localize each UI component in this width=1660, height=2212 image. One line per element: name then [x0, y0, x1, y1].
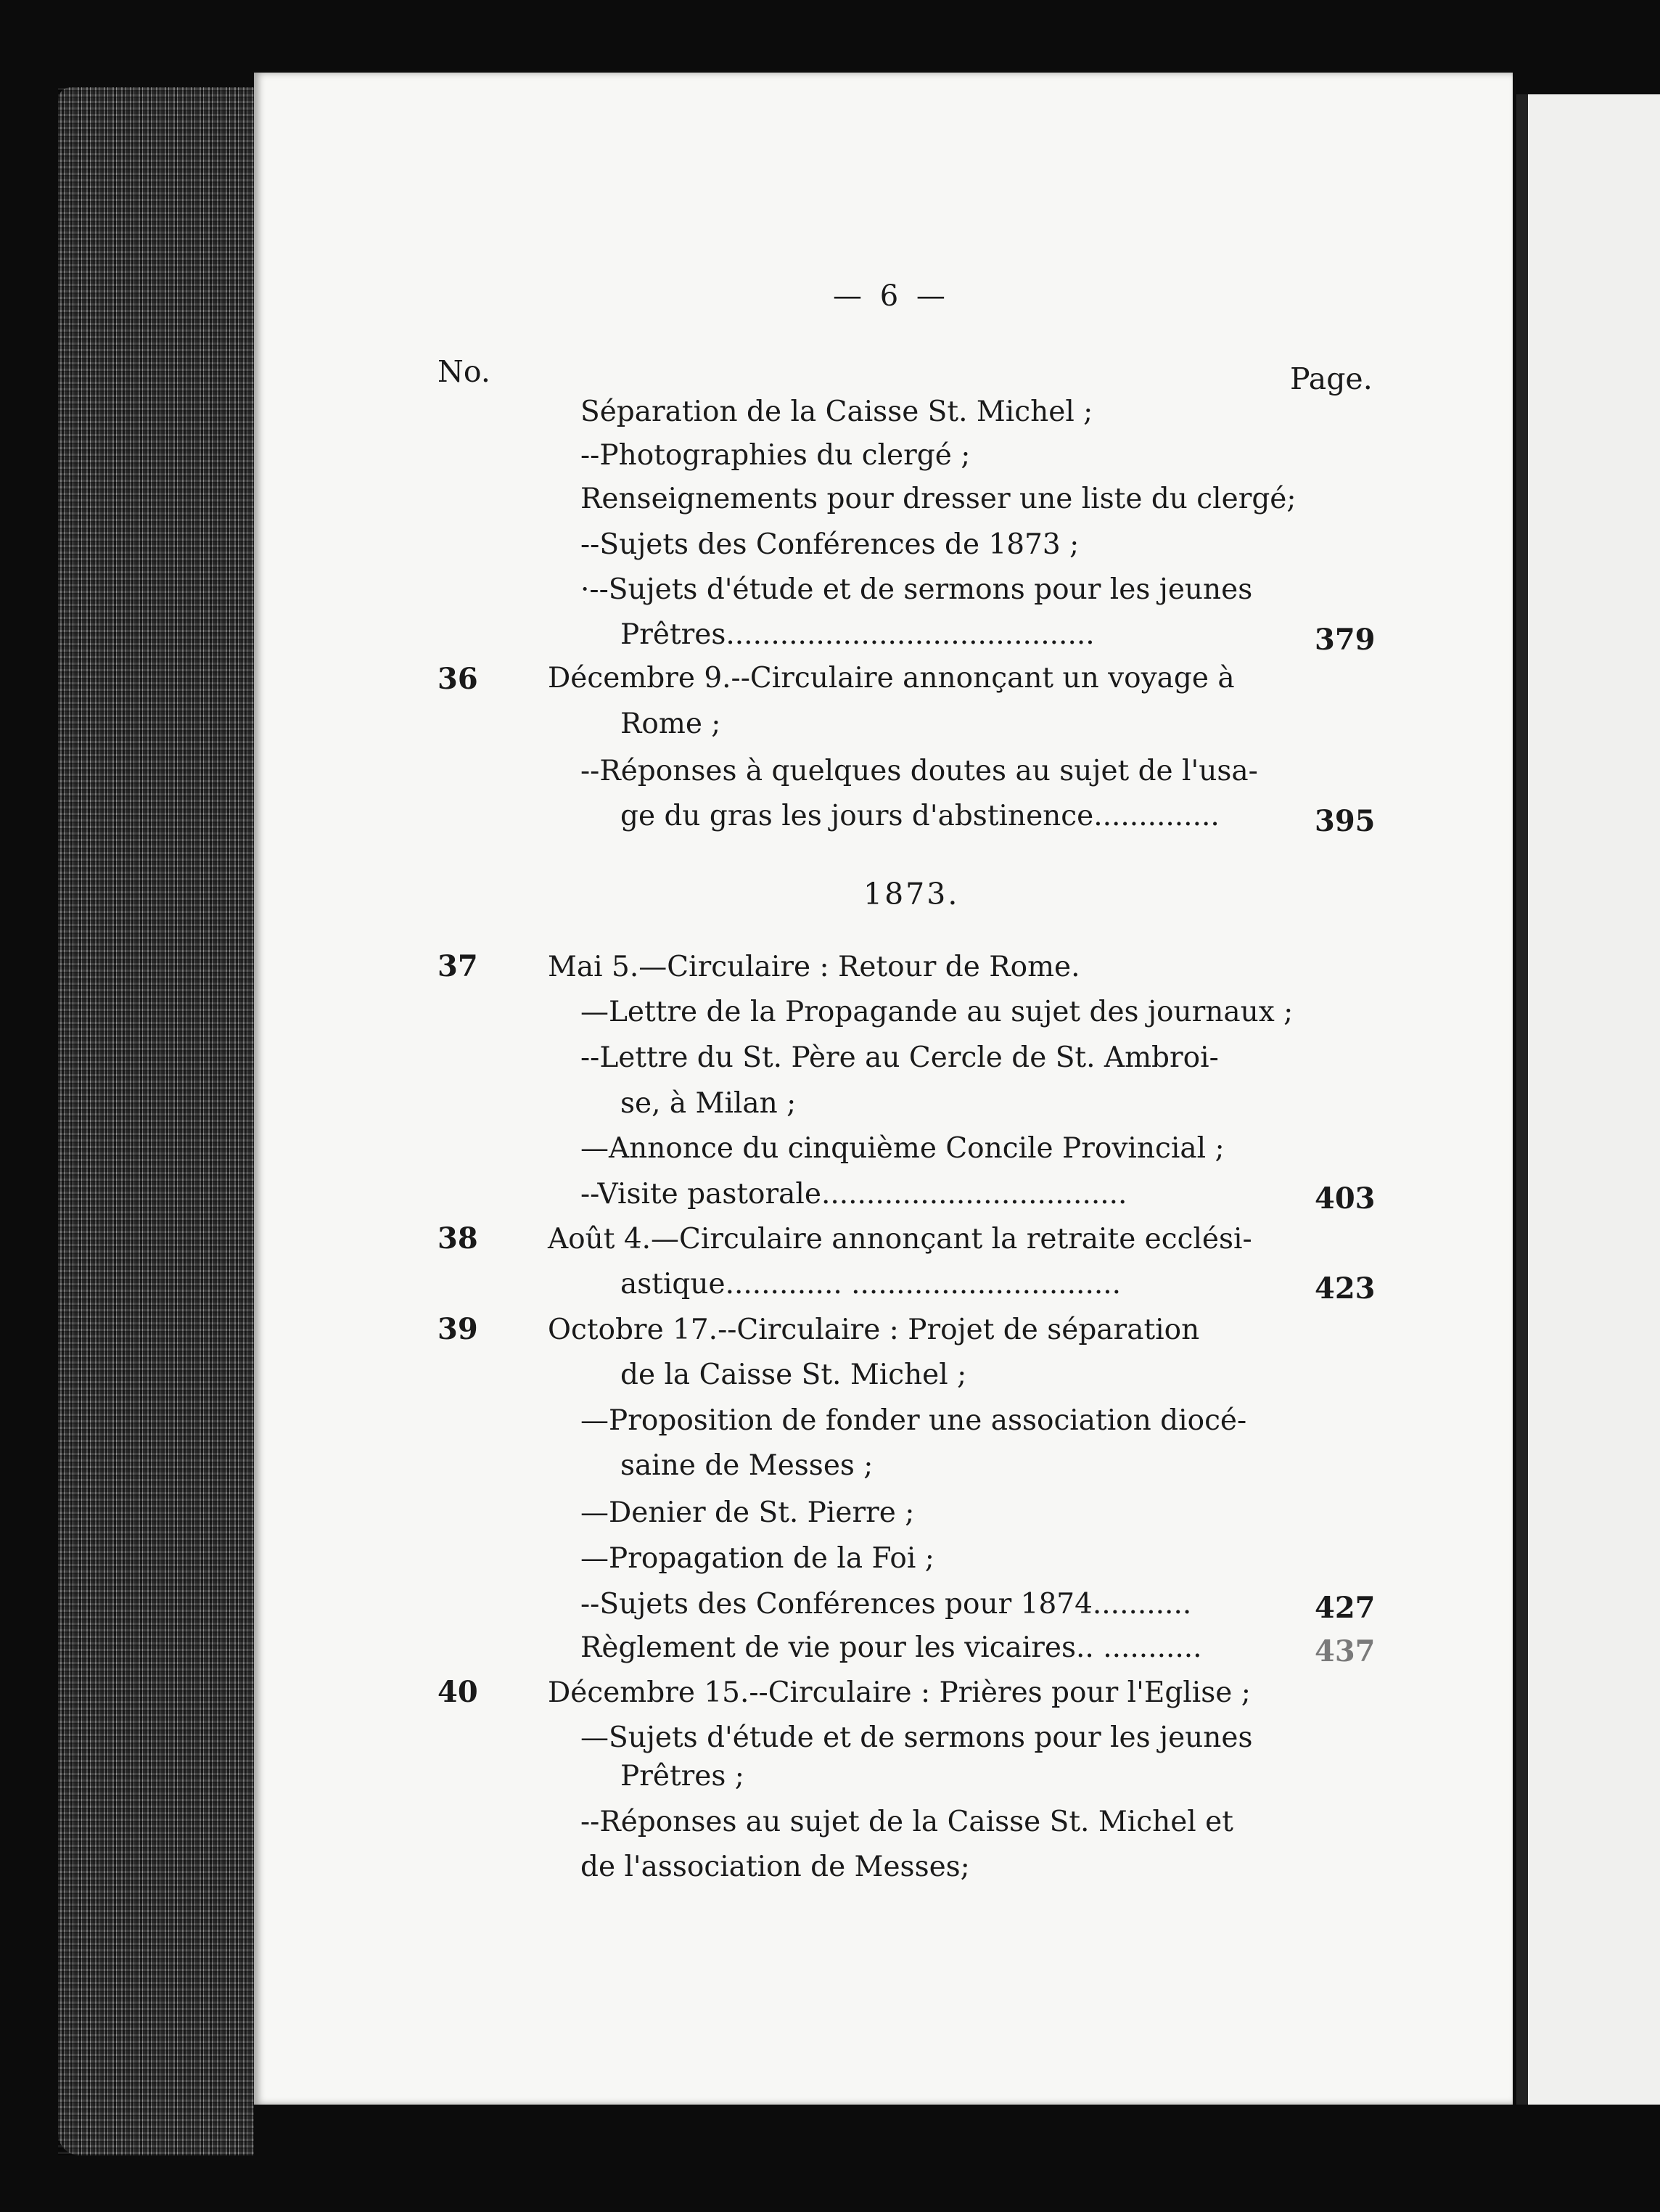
toc-line: Prêtres.........................................: [620, 618, 1095, 651]
page-ref: 403: [1315, 1181, 1376, 1216]
toc-line: —Proposition de fonder une association diocé-: [580, 1404, 1247, 1437]
toc-line: --Sujets des Conférences de 1873 ;: [580, 528, 1080, 561]
toc-line: --Sujets des Conférences pour 1874...........: [580, 1588, 1192, 1621]
toc-line: Séparation de la Caisse St. Michel ;: [580, 396, 1093, 428]
toc-line: Octobre 17.--Circulaire : Projet de séparation: [548, 1314, 1200, 1346]
entry-number: 36: [437, 662, 478, 696]
toc-line: saine de Messes ;: [620, 1449, 874, 1482]
toc-line: de l'association de Messes;: [580, 1851, 970, 1883]
toc-line: —Denier de St. Pierre ;: [580, 1496, 915, 1529]
header-page: Page.: [1290, 361, 1373, 396]
page-ref: 395: [1315, 804, 1376, 838]
toc-line: se, à Milan ;: [620, 1087, 797, 1120]
toc-line: Août 4.—Circulaire annonçant la retraite ecclési-: [548, 1223, 1252, 1255]
page-number: — 6 —: [833, 279, 950, 313]
toc-line: astique............. ..............................: [620, 1268, 1122, 1300]
page-ref: 379: [1315, 623, 1376, 657]
toc-line: —Lettre de la Propagande au sujet des journaux ;: [580, 996, 1294, 1028]
toc-line: —Propagation de la Foi ;: [580, 1542, 934, 1575]
toc-line: ·--Sujets d'étude et de sermons pour les jeunes: [580, 573, 1253, 606]
toc-line: --Réponses au sujet de la Caisse St. Michel et: [580, 1806, 1233, 1838]
book-edge: [58, 87, 254, 2155]
year-heading: 1873.: [863, 877, 960, 912]
page-ref: 427: [1315, 1591, 1376, 1625]
toc-line: --Visite pastorale..................................: [580, 1178, 1127, 1211]
toc-line: --Réponses à quelques doutes au sujet de l'usa-: [580, 755, 1258, 787]
toc-line: ge du gras les jours d'abstinence..............: [620, 800, 1220, 832]
page-ref: 437: [1315, 1634, 1376, 1668]
toc-line: Prêtres ;: [620, 1760, 744, 1793]
toc-line: Mai 5.—Circulaire : Retour de Rome.: [548, 951, 1080, 983]
toc-line: —Annonce du cinquième Concile Provincial ;: [580, 1132, 1225, 1165]
facing-page-edge: [1516, 94, 1660, 2105]
toc-line: Décembre 9.--Circulaire annonçant un voyage à: [548, 662, 1235, 695]
toc-line: —Sujets d'étude et de sermons pour les jeunes: [580, 1721, 1253, 1754]
entry-number: 40: [437, 1675, 478, 1709]
page-ref: 423: [1315, 1271, 1376, 1306]
toc-line: Renseignements pour dresser une liste du clergé;: [580, 483, 1297, 515]
entry-number: 39: [437, 1312, 478, 1346]
toc-line: --Lettre du St. Père au Cercle de St. Ambroi-: [580, 1041, 1219, 1074]
entry-number: 38: [437, 1221, 478, 1255]
toc-line: de la Caisse St. Michel ;: [620, 1359, 967, 1391]
header-no: No.: [437, 354, 490, 389]
toc-line: Rome ;: [620, 708, 721, 740]
toc-line: Décembre 15.--Circulaire : Prières pour l'Eglise ;: [548, 1676, 1251, 1709]
toc-line: --Photographies du clergé ;: [580, 439, 971, 472]
entry-number: 37: [437, 949, 478, 983]
toc-line: Règlement de vie pour les vicaires.. ...........: [580, 1631, 1202, 1664]
